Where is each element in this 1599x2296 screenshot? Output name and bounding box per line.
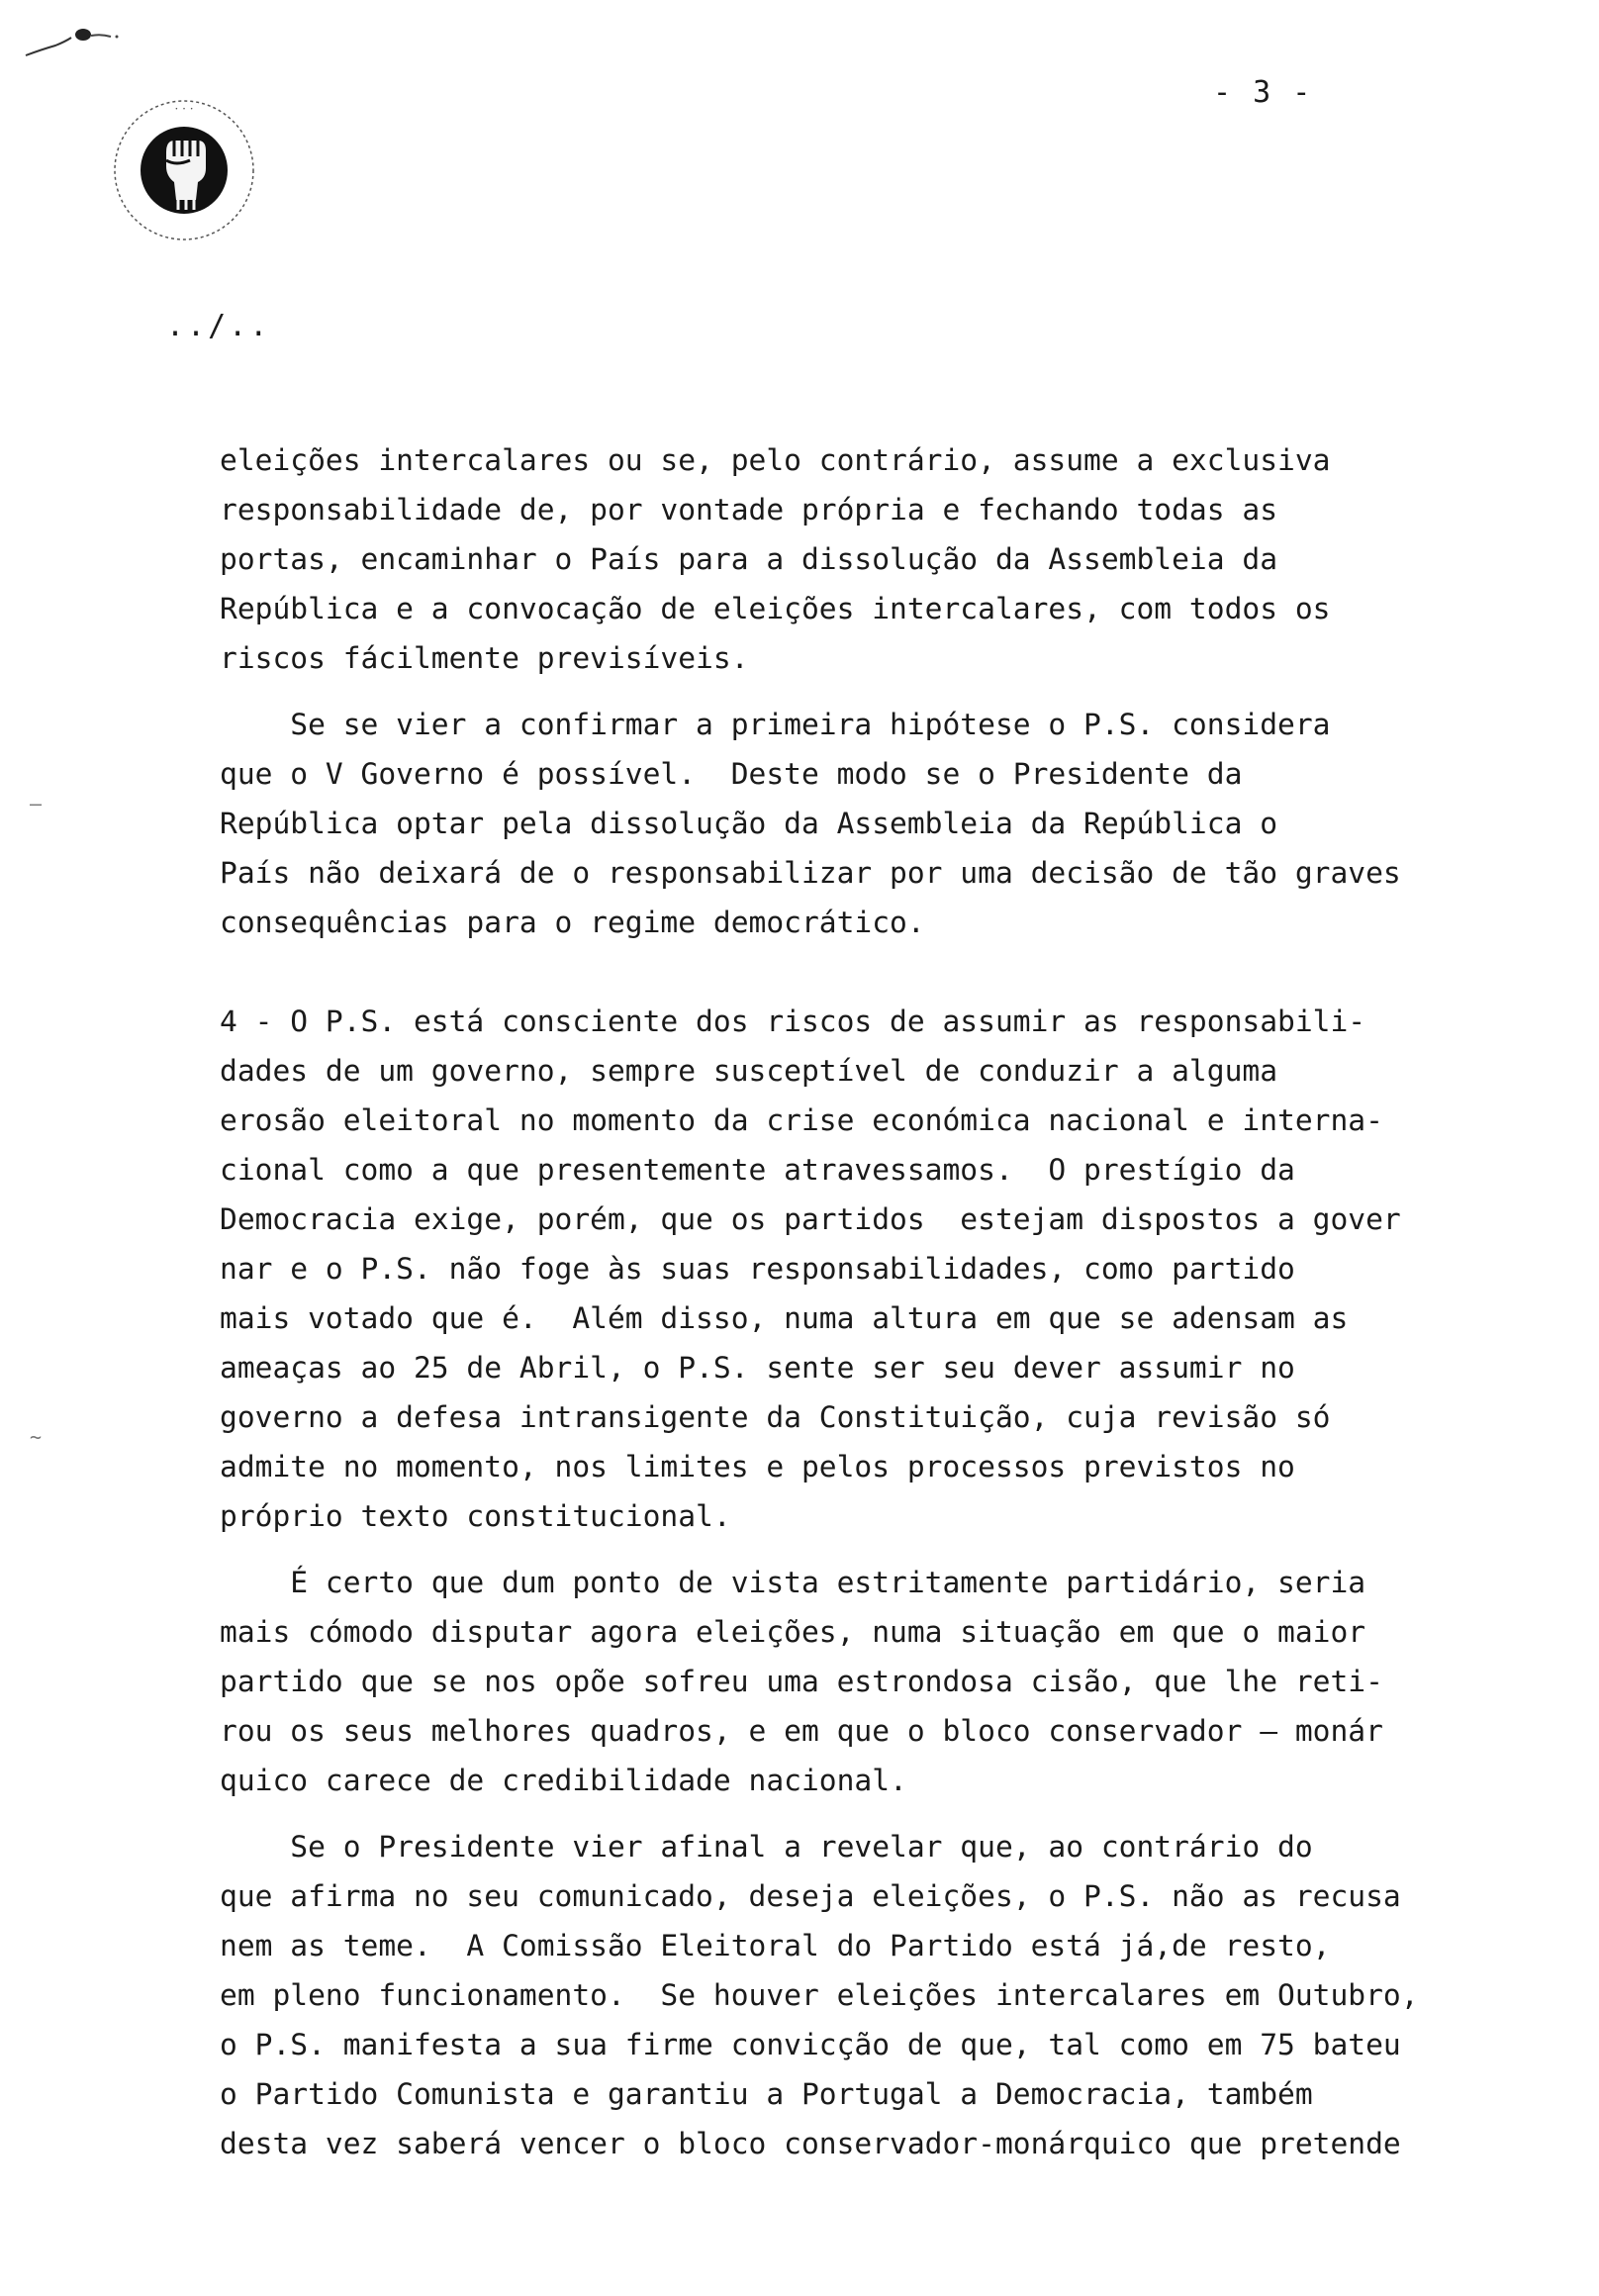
text-line: admite no momento, nos limites e pelos processos previstos no: [220, 1450, 1295, 1483]
text-line: Se o Presidente vier afinal a revelar que, ao contrário do: [220, 1830, 1313, 1864]
text-line: consequências para o regime democrático.: [220, 906, 925, 939]
paragraph: [220, 1558, 1565, 1805]
text-line: que afirma no seu comunicado, deseja eleições, o P.S. não as recusa: [220, 1879, 1401, 1913]
text-line: República optar pela dissolução da Assembleia da República o: [220, 807, 1278, 840]
paragraph: [220, 700, 1565, 947]
paragraph: [220, 435, 1565, 683]
text-line: nar e o P.S. não foge às suas responsabilidades, como partido: [220, 1252, 1295, 1286]
text-line: mais votado que é. Além disso, numa altura em que se adensam as: [220, 1301, 1349, 1335]
text-line: Se se vier a confirmar a primeira hipótese o P.S. considera: [220, 708, 1331, 741]
svg-text:· · ·: · · ·: [174, 102, 194, 116]
partido-socialista-logo-icon: [111, 97, 257, 243]
text-line: mais cómodo disputar agora eleições, numa situação em que o maior: [220, 1615, 1366, 1649]
text-line: Democracia exige, porém, que os partidos estejam dispostos a gover: [220, 1202, 1401, 1236]
margin-mark: ~: [30, 1425, 43, 1449]
page-number: - 3 -: [1213, 75, 1313, 110]
margin-mark: —: [30, 792, 43, 815]
text-line: nem as teme. A Comissão Eleitoral do Partido está já,de resto,: [220, 1929, 1331, 1962]
text-line: cional como a que presentemente atravessamos. O prestígio da: [220, 1153, 1295, 1187]
text-line: República e a convocação de eleições intercalares, com todos os: [220, 592, 1331, 625]
text-line: o P.S. manifesta a sua firme convicção de que, tal como em 75 bateu: [220, 2028, 1401, 2061]
document-body: [220, 435, 1565, 2168]
text-line: É certo que dum ponto de vista estritamente partidário, seria: [220, 1566, 1366, 1599]
text-line: partido que se nos opõe sofreu uma estrondosa cisão, que lhe reti-: [220, 1665, 1383, 1698]
text-line: eleições intercalares ou se, pelo contrário, assume a exclusiva: [220, 443, 1331, 477]
text-line: que o V Governo é possível. Deste modo se o Presidente da: [220, 757, 1243, 791]
paragraph: [220, 1822, 1565, 2168]
text-line: o Partido Comunista e garantiu a Portugal a Democracia, também: [220, 2077, 1313, 2111]
text-line: governo a defesa intransigente da Constituição, cuja revisão só: [220, 1400, 1331, 1434]
continuation-mark: ../..: [166, 309, 271, 343]
text-line: desta vez saberá vencer o bloco conservador-monárquico que pretende: [220, 2127, 1401, 2160]
text-line: quico carece de credibilidade nacional.: [220, 1764, 907, 1797]
text-line: responsabilidade de, por vontade própria e fechando todas as: [220, 493, 1278, 526]
text-line: próprio texto constitucional.: [220, 1499, 731, 1533]
text-line: erosão eleitoral no momento da crise económica nacional e interna-: [220, 1103, 1383, 1137]
text-line: dades de um governo, sempre susceptível de conduzir a alguma: [220, 1054, 1278, 1088]
text-line: portas, encaminhar o País para a dissolução da Assembleia da: [220, 542, 1278, 576]
text-line: ameaças ao 25 de Abril, o P.S. sente ser seu dever assumir no: [220, 1351, 1295, 1385]
text-line: rou os seus melhores quadros, e em que o bloco conservador — monár: [220, 1714, 1383, 1748]
paragraph: [220, 997, 1565, 1541]
pen-scribble-mark: [22, 22, 131, 61]
text-line: riscos fácilmente previsíveis.: [220, 641, 749, 675]
text-line: 4 - O P.S. está consciente dos riscos de assumir as responsabili-: [220, 1004, 1366, 1038]
text-line: em pleno funcionamento. Se houver eleições intercalares em Outubro,: [220, 1978, 1419, 2012]
text-line: País não deixará de o responsabilizar por uma decisão de tão graves: [220, 856, 1401, 890]
